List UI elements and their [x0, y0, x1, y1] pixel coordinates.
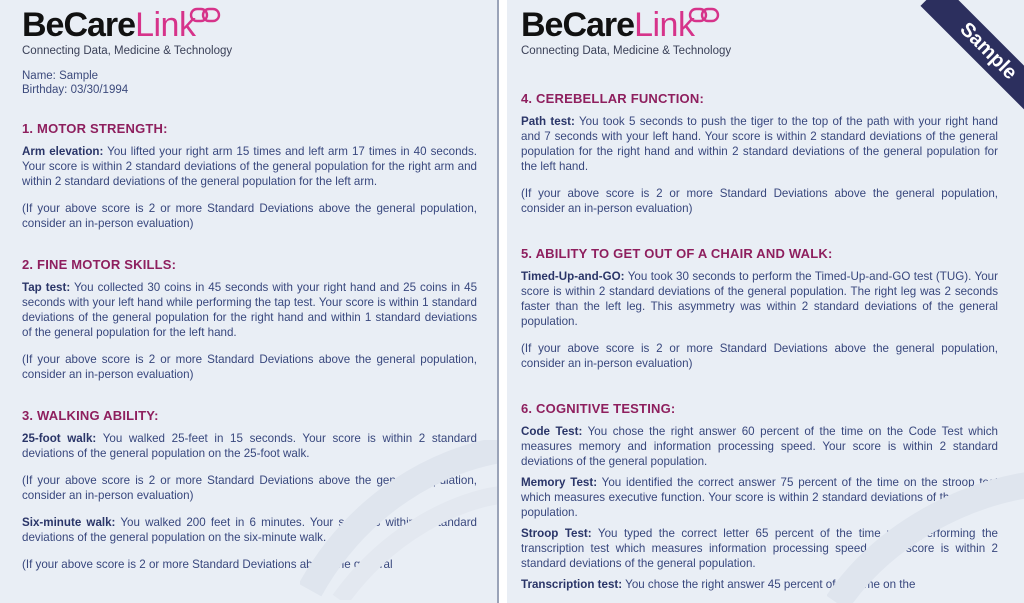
test-label-path-test: Path test:: [521, 115, 575, 128]
six-minute-walk-text: You walked 200 feet in 6 minutes. Your score is within 1 standard deviations of the general population on the six-minute walk.: [22, 516, 477, 544]
motor-strength-note: (If your above score is 2 or more Standard Deviations above the general population, consider an in-person evaluation): [22, 202, 477, 230]
patient-info: [22, 69, 477, 97]
fine-motor-result: [22, 280, 477, 340]
linked-rings-icon: [189, 6, 225, 26]
code-test-result: [521, 424, 998, 469]
patient-birthday: Birthday: 03/30/1994: [22, 84, 129, 96]
chair-walk-result: [521, 269, 998, 329]
test-label-25-foot-walk: 25-foot walk:: [22, 432, 97, 445]
cerebellar-result: [521, 114, 998, 174]
test-label-transcription-test: Transcription test:: [521, 578, 623, 591]
test-label-tap-test: Tap test:: [22, 281, 71, 294]
transcription-test-text: You chose the right answer 45 percent of the time on the: [622, 578, 916, 591]
logo-text-accent: Link: [135, 6, 196, 44]
section-heading-walking-ability: 3. WALKING ABILITY:: [22, 408, 159, 423]
code-test-text: You chose the right answer 60 percent of the time on the Code Test which measures memory and information processing speed. Your score is within 2 standard deviations of the general population.: [521, 425, 998, 468]
patient-name: Name: Sample: [22, 70, 99, 82]
chair-walk-note: (If your above score is 2 or more Standard Deviations above the general population, consider an in-person evaluation): [521, 342, 998, 370]
section-heading-cognitive-testing: 6. COGNITIVE TESTING:: [521, 401, 676, 416]
motor-strength-result: [22, 144, 477, 189]
fine-motor-note: (If your above score is 2 or more Standard Deviations above the general population, consider an in-person evaluation): [22, 353, 477, 381]
section-heading-cerebellar-function: 4. CEREBELLAR FUNCTION:: [521, 91, 704, 106]
brand-logo: [521, 8, 998, 42]
background-swoosh-decoration: [827, 470, 1024, 603]
section-heading-fine-motor: 2. FINE MOTOR SKILLS:: [22, 257, 177, 272]
test-label-stroop-test: Stroop Test:: [521, 527, 592, 540]
test-label-six-minute-walk: Six-minute walk:: [22, 516, 116, 529]
tap-test-text: You collected 30 coins in 45 seconds with your right hand and 25 coins in 45 seconds with your left hand while performing the tap test. Your score is within 1 standard deviations of the general population for the right hand and within 1 standard deviations of the general population for the left hand.: [22, 281, 478, 339]
arm-elevation-text: You lifted your right arm 15 times and left arm 17 times in 40 seconds. Your score is within 2 standard deviations of the general population for the right arm and within 2 standard deviations of the general population for the left arm.: [22, 145, 477, 188]
stroop-test-text: You typed the correct letter 65 percent of the time while performing the transcription test which measures information processing speed. Your score is within 2 standard deviations of the general population.: [521, 527, 998, 570]
logo-text-accent: Link: [634, 6, 695, 44]
logo-text-main: BeCare: [521, 6, 635, 44]
logo-text-main: BeCare: [22, 6, 136, 44]
brand-tagline: Connecting Data, Medicine & Technology: [521, 45, 732, 57]
background-swoosh-decoration: [300, 440, 497, 600]
report-page-left: [0, 0, 497, 603]
cerebellar-note: (If your above score is 2 or more Standard Deviations above the general population, consider an in-person evaluation): [521, 187, 998, 215]
section-heading-motor-strength: 1. MOTOR STRENGTH:: [22, 121, 168, 136]
six-minute-walk-note: (If your above score is 2 or more Standard Deviations above the general: [22, 558, 393, 571]
brand-tagline: Connecting Data, Medicine & Technology: [22, 45, 233, 57]
walk-25-foot-text: You walked 25-feet in 15 seconds. Your score is within 2 standard deviations of the general population on the 25-foot walk.: [22, 432, 477, 460]
page-divider: [497, 0, 499, 603]
brand-logo: [22, 8, 477, 42]
test-label-memory-test: Memory Test:: [521, 476, 598, 489]
path-test-text: You took 5 seconds to push the tiger to the top of the path with your right hand and 7 seconds with your left hand. Your score is within 2 standard deviations of the general population for the right hand and within 2 standard deviations of the general population for the left hand.: [521, 115, 998, 173]
timed-up-and-go-text: You took 30 seconds to perform the Timed-Up-and-GO test (TUG). Your score is within 2 standard deviations of the general population. The right leg was 2 seconds faster than the left leg. This asymmetry was within 2 standard deviations of the general population.: [521, 270, 998, 328]
report-page-right: [507, 0, 1024, 603]
test-label-timed-up-and-go: Timed-Up-and-GO:: [521, 270, 625, 283]
sample-ribbon-label: Sample: [920, 0, 1024, 110]
memory-test-text: You identified the correct answer 75 percent of the time on the stroop test which measures executive function. Your score is within 2 standard deviations of the general population.: [521, 476, 999, 519]
section-heading-chair-walk: 5. ABILITY TO GET OUT OF A CHAIR AND WALK:: [521, 246, 833, 261]
linked-rings-icon: [688, 6, 724, 26]
test-label-arm-elevation: Arm elevation:: [22, 145, 104, 158]
walk-25-foot-note: (If your above score is 2 or more Standard Deviations above the general population, consider an in-person evaluation): [22, 474, 477, 502]
test-label-code-test: Code Test:: [521, 425, 583, 438]
